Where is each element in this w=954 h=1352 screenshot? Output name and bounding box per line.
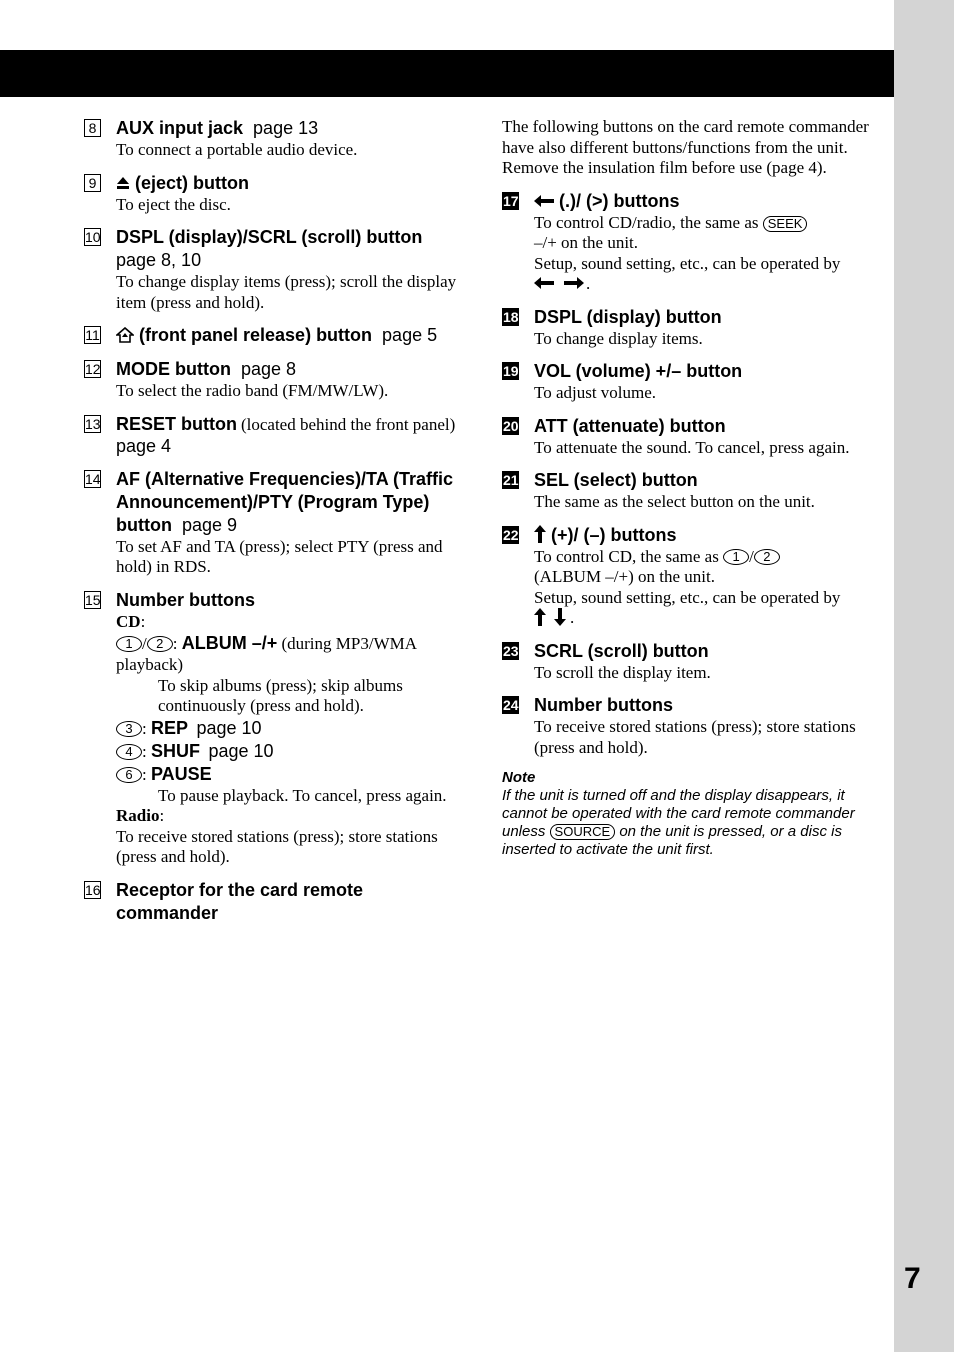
item-20 [502,415,884,459]
page-ref: page 13 [253,118,319,138]
page-number: 7 [904,1262,921,1295]
key-3-icon: 3 [116,721,142,737]
item-title: SEL (select) button [534,470,698,490]
item-title: AUX input jack [116,118,244,138]
item-title: Number buttons [116,589,255,610]
item-number: 11 [85,327,100,343]
item-desc: To change display items (press); scroll the display item (press and hold). [116,272,457,312]
item-number: 21 [503,472,519,488]
item-desc: The same as the select button on the unit. [534,492,815,511]
page-ref: page 4 [116,435,172,456]
key-1-icon: 1 [723,549,749,565]
eject-icon [116,173,135,193]
item-title: RESET button [116,413,237,434]
item-title: MODE button [116,359,231,379]
right-column [502,117,884,859]
item-title: ATT (attenuate) button [534,415,726,436]
item-desc: To change display items. [534,328,703,348]
item-12 [84,358,469,402]
item-number: 16 [85,881,101,898]
note-text: If the unit is turned off and the display disappears, it cannot be operated with the card remote commander unless SOURCE on the unit is pressed, or a disc is inserted to activate the unit first. [502,787,855,858]
item-desc: Setup, sound setting, etc., can be operated by [534,587,841,607]
item-extra: (located behind the front panel) [240,414,456,434]
item-number: 12 [85,361,101,377]
item-title: DSPL (display) button [534,306,722,327]
page-ref: page 10 [196,717,262,738]
radio-desc: To receive stored stations (press); store stations (press and hold). [116,826,438,866]
pause-label: PAUSE [150,763,212,784]
album-note: (during MP3/WMA playback) [116,634,417,674]
item-18 [502,306,884,350]
key-1-icon: 1 [116,636,142,652]
item-number: 10 [85,229,101,245]
item-desc: To receive stored stations (press); store stations (press and hold). [534,717,856,757]
intro-text: The following buttons on the card remote commander have also different buttons/functions from the unit. Remove the insulation film before use (page 4). [502,117,869,177]
item-9 [84,172,469,216]
item-number: 17 [503,192,519,209]
arrow-up-down-icon [534,608,570,627]
item-13 [84,413,469,457]
item-number: 9 [84,174,101,192]
item-15: 15 Number buttons CD: 1 / 2 : ALBUM –/+ (during MP3/WMA playback) To skip albums (press); skip albums continuously (press and hold). 3 : REP page 10 4 : SHUF page 10 6 : PAUSE To pause playback. To cancel, press again. Radio: To receive stored stations (press); store stations (press and hold). [84,589,469,868]
item-10 [84,226,469,313]
page-ref: page 8, 10 [116,250,202,270]
item-title: DSPL (display)/SCRL (scroll) button [116,227,423,247]
page-ref: page 10 [208,740,274,761]
item-8 [84,117,469,161]
item-21 [502,469,884,513]
header-bar [0,50,894,97]
item-16 [84,879,469,925]
item-title: (eject) button [135,172,250,193]
radio-label: Radio [116,806,160,825]
album-desc: To skip albums (press); skip albums continuously (press and hold). [158,675,403,715]
item-number: 20 [503,417,519,434]
rep-label: REP [150,717,188,738]
page-side-tab [894,0,954,1352]
item-title: (+)/ (–) buttons [551,524,677,545]
item-11 [84,324,469,347]
item-number: 8 [84,119,101,137]
page-ref: page 5 [382,325,438,345]
item-22: 22 (+)/ (–) buttons To control CD, the same as 1 / 2 (ALBUM –/+) on the unit. Setup, sound setting, etc., can be operated by . [502,524,884,629]
arrow-up-icon [534,525,546,545]
item-desc: To select the radio band (FM/MW/LW). [116,381,389,400]
page-ref: page 8 [241,359,297,379]
item-17: 17 (.)/ (>) buttons To control CD/radio, the same as SEEK –/+ on the unit. Setup, sound setting, etc., can be operated by . [502,190,884,295]
item-desc: To connect a portable audio device. [116,140,358,159]
item-number: 15 [85,591,101,608]
shuf-label: SHUF [150,740,200,761]
item-desc: –/+ on the unit. [534,233,639,252]
item-number: 19 [503,363,519,379]
key-6-icon: 6 [116,767,142,783]
item-desc: To set AF and TA (press); select PTY (press and hold) in RDS. [116,536,443,576]
item-desc: Setup, sound setting, etc., can be operated by [534,253,841,273]
item-title: VOL (volume) +/– button [534,361,743,381]
front-panel-release-icon [116,325,139,345]
item-title: (front panel release) button [139,325,373,345]
page-ref: page 9 [181,514,238,535]
item-desc: To control CD, the same as [534,546,719,566]
pause-desc: To pause playback. To cancel, press again. [158,785,447,805]
arrow-left-right-icon [534,274,586,293]
item-number: 13 [85,415,101,432]
item-number: 24 [503,697,519,713]
item-title: SCRL (scroll) button [534,640,709,661]
item-desc: (ALBUM –/+) on the unit. [534,567,715,586]
item-desc: To control CD/radio, the same as [534,212,759,232]
item-number: 14 [85,470,101,487]
source-key-icon: SOURCE [550,824,616,840]
item-24 [502,694,884,758]
arrow-left-icon [534,191,554,211]
cd-label: CD [116,611,141,631]
item-title: (.)/ (>) buttons [559,190,680,211]
seek-key-icon: SEEK [763,216,808,232]
item-number: 18 [503,308,519,325]
item-desc: To scroll the display item. [534,662,711,682]
item-number: 22 [503,526,519,543]
item-desc: To eject the disc. [116,194,231,214]
item-title: Receptor for the card remote commander [116,879,364,923]
item-title: AF (Alternative Frequencies)/TA (Traffic Announcement)/PTY (Program Type) button [116,468,454,535]
item-19 [502,360,884,404]
left-column [84,117,469,936]
item-desc: To attenuate the sound. To cancel, press again. [534,437,850,457]
key-2-icon: 2 [147,636,173,652]
item-23 [502,640,884,684]
note-heading: Note [502,769,536,786]
album-label: ALBUM –/+ [181,633,278,653]
item-title: Number buttons [534,695,673,715]
key-4-icon: 4 [116,744,142,760]
item-14 [84,468,469,578]
item-desc: To adjust volume. [534,383,657,402]
item-number: 23 [503,642,519,659]
key-2-icon: 2 [754,549,780,565]
